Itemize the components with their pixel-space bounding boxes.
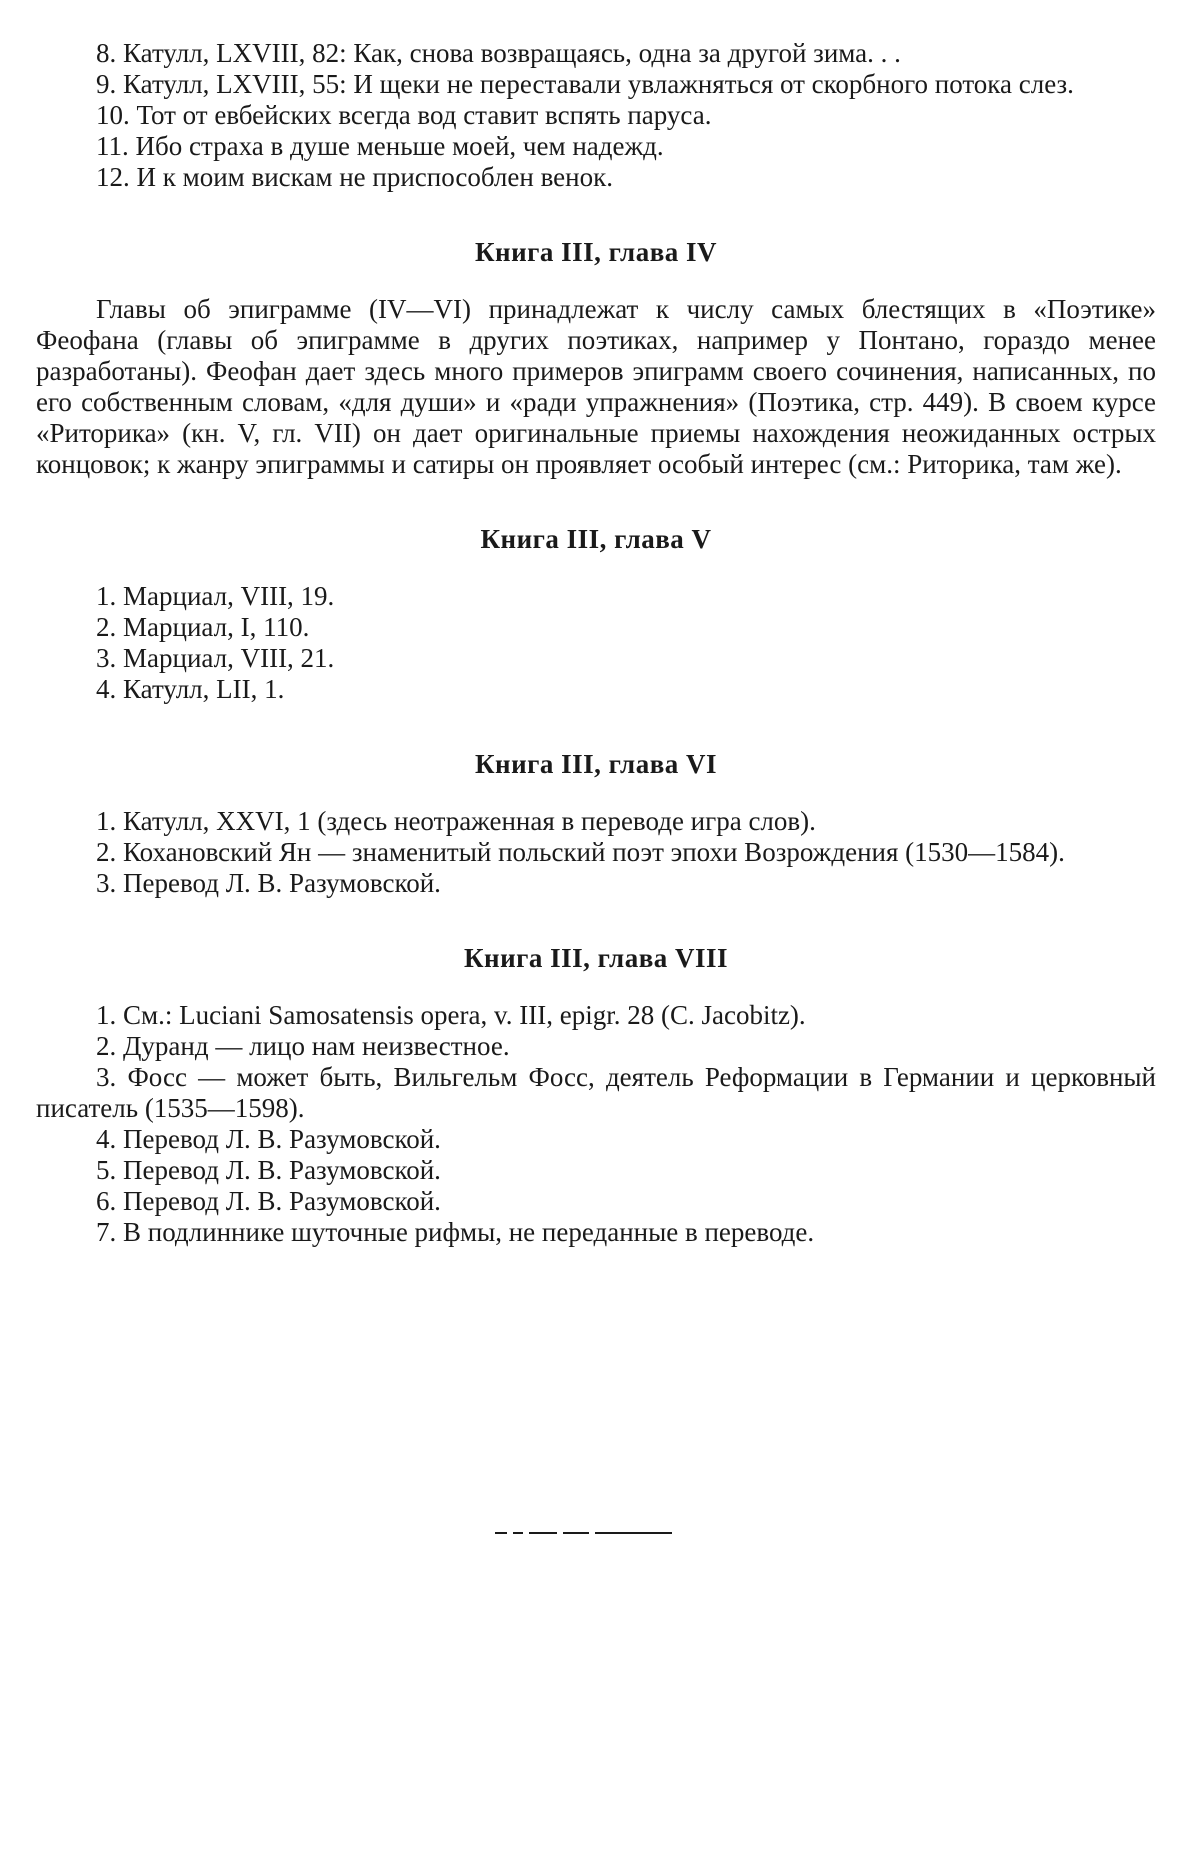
section-book3-ch6 (36, 749, 1156, 899)
commentary-paragraph: Главы об эпиграмме (IV—VI) принадлежат к числу самых блестящих в «Поэтике» Феофана (главы об эпиграмме в других поэтиках, например у Понтано, гораздо менее разработаны). Феофан дает здесь много примеров эпиграмм своего сочинения, написанных, по его собственным словам, «для души» и «ради упражнения» (Поэтика, стр. 449). В своем курсе «Риторика» (кн. V, гл. VII) он дает оригинальные приемы нахождения неожиданных острых концовок; к жанру эпиграммы и сатиры он проявляет особый интерес (см.: Риторика, там же). (36, 294, 1156, 479)
section-book3-ch5 (36, 524, 1156, 705)
note-item: 1. Катулл, XXVI, 1 (здесь неотраженная в переводе игра слов). (96, 806, 816, 836)
note-item: 2. Марциал, I, 110. (96, 612, 310, 642)
note-item: 3. Марциал, VIII, 21. (96, 643, 335, 673)
note-item: 9. Катулл, LXVIII, 55: И щеки не переставали увлажняться от скорбного потока слез. (96, 69, 1074, 99)
section-heading: Книга III, глава VIII (463, 943, 729, 973)
note-item: 3. Фосс — может быть, Вильгельм Фосс, деятель Реформации в Германии и церковный писатель (1535—1598). (36, 1062, 1156, 1123)
note-item: 5. Перевод Л. В. Разумовской. (96, 1155, 441, 1185)
notes-continued (36, 38, 1156, 193)
note-item: 1. Марциал, VIII, 19. (96, 581, 335, 611)
note-item: 8. Катулл, LXVIII, 82: Как, снова возвращаясь, одна за другой зима. . . (96, 38, 901, 68)
section-book3-ch4 (36, 237, 1156, 480)
note-item: 12. И к моим вискам не приспособлен венок. (96, 162, 613, 192)
note-item: 2. Дуранд — лицо нам неизвестное. (96, 1031, 510, 1061)
end-separator (495, 1532, 680, 1534)
note-item: 11. Ибо страха в душе меньше моей, чем надежд. (96, 131, 664, 161)
note-item: 4. Перевод Л. В. Разумовской. (96, 1124, 441, 1154)
note-item: 10. Тот от евбейских всегда вод ставит вспять паруса. (96, 100, 712, 130)
section-book3-ch8 (36, 943, 1156, 1248)
note-item: 2. Кохановский Ян — знаменитый польский поэт эпохи Возрождения (1530—1584). (96, 837, 1065, 867)
note-item: 1. См.: Luciani Samosatensis opera, v. III, epigr. 28 (C. Jacobitz). (96, 1000, 806, 1030)
note-item: 3. Перевод Л. В. Разумовской. (96, 868, 441, 898)
note-item: 6. Перевод Л. В. Разумовской. (96, 1186, 441, 1216)
document-page (36, 38, 1156, 1248)
section-heading: Книга III, глава VI (474, 749, 718, 779)
note-item: 7. В подлиннике шуточные рифмы, не переданные в переводе. (96, 1217, 815, 1247)
section-heading: Книга III, глава IV (474, 237, 718, 267)
note-item: 4. Катулл, LII, 1. (96, 674, 285, 704)
section-heading: Книга III, глава V (480, 524, 712, 554)
